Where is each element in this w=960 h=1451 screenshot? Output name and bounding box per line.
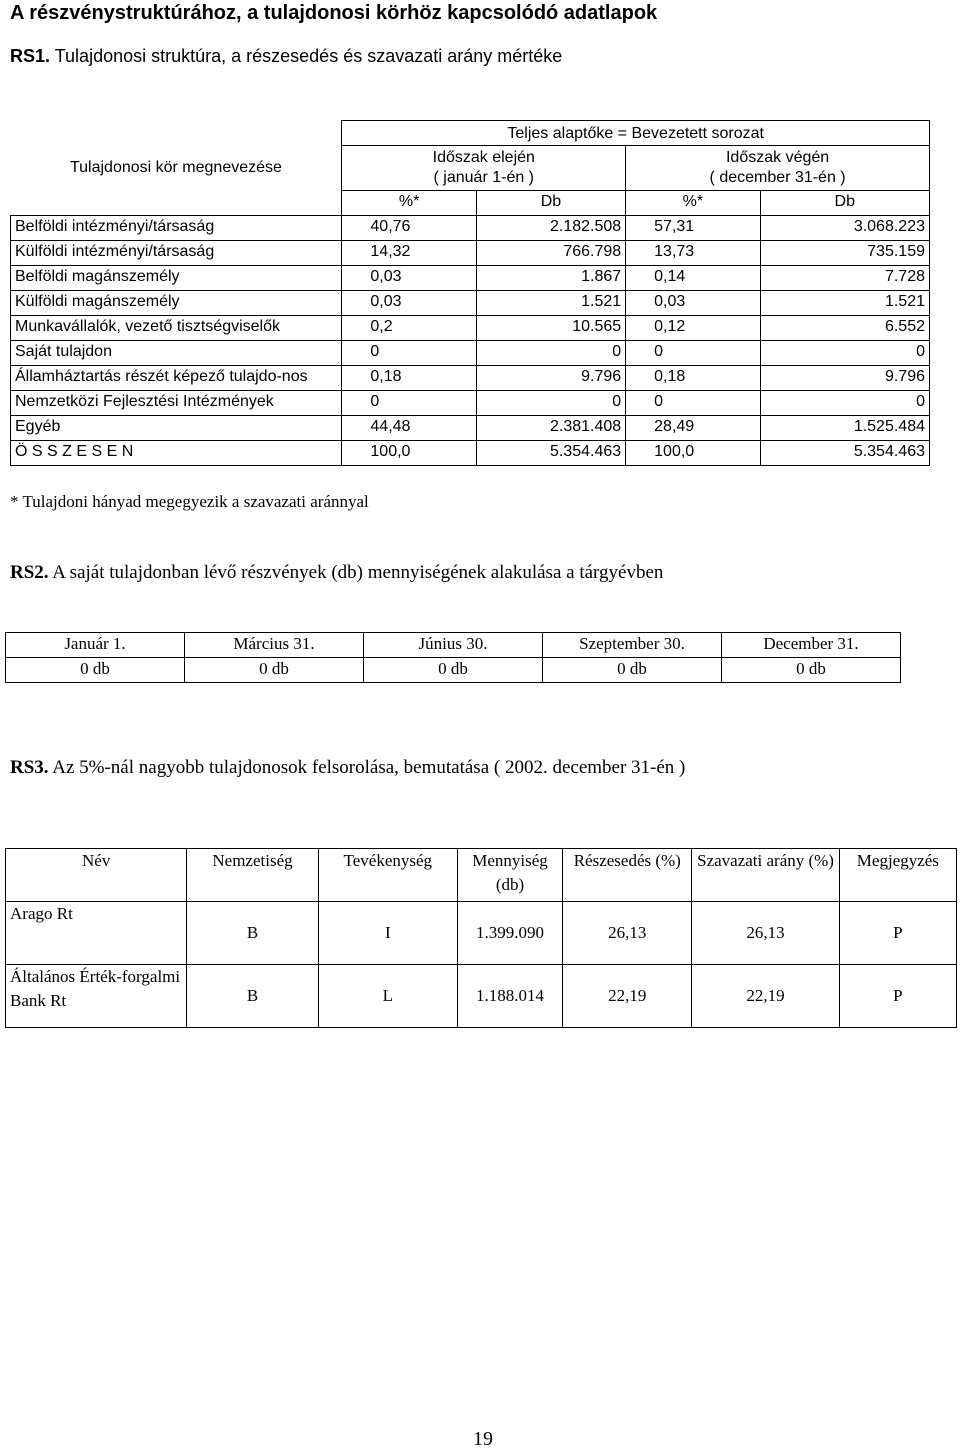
rs1-code: RS1. <box>10 46 51 66</box>
rs3-header-cell: Mennyiség (db) <box>457 849 562 902</box>
share-cell: 26,13 <box>563 902 692 965</box>
owner-name-cell: Külföldi magánszemély <box>11 291 342 316</box>
db-start-cell: 10.565 <box>476 316 625 341</box>
major-owner-row <box>6 902 957 965</box>
rs2-value-cell: 0 db <box>364 658 543 683</box>
pct-start-cell: 40,76 <box>342 216 476 241</box>
major-owner-row <box>6 965 957 1028</box>
pct-header-start: %* <box>342 191 476 216</box>
db-end-cell: 3.068.223 <box>760 216 929 241</box>
rs2-header-cell: Január 1. <box>6 633 185 658</box>
rs2-header-cell: Szeptember 30. <box>543 633 722 658</box>
activity-cell: L <box>318 965 457 1028</box>
pct-end-cell: 100,0 <box>626 441 760 466</box>
vote-cell: 26,13 <box>692 902 839 965</box>
page-number: 19 <box>473 1428 493 1450</box>
rs3-code: RS3. <box>10 757 49 778</box>
pct-start-cell: 0 <box>342 391 476 416</box>
owner-name-cell: Egyéb <box>11 416 342 441</box>
db-header-end: Db <box>760 191 929 216</box>
rs3-title-text: Az 5%-nál nagyobb tulajdonosok felsorolása, bemutatása ( 2002. december 31-én ) <box>52 757 686 778</box>
db-end-cell: 1.525.484 <box>760 416 929 441</box>
ownership-row <box>11 341 930 366</box>
db-start-cell: 2.182.508 <box>476 216 625 241</box>
share-cell: 22,19 <box>563 965 692 1028</box>
rs2-value-cell: 0 db <box>722 658 901 683</box>
pct-end-cell: 0 <box>626 391 760 416</box>
pct-header-end: %* <box>626 191 760 216</box>
rs3-header-cell: Név <box>6 849 187 902</box>
owner-name-cell: Belföldi intézményi/társaság <box>11 216 342 241</box>
rs2-header-row <box>6 633 901 658</box>
note-cell: P <box>839 902 956 965</box>
nationality-cell: B <box>187 965 318 1028</box>
db-end-cell: 9.796 <box>760 366 929 391</box>
owner-name-cell: Általános Érték-forgalmi Bank Rt <box>6 965 187 1028</box>
ownership-row <box>11 266 930 291</box>
db-start-cell: 0 <box>476 341 625 366</box>
pct-start-cell: 0,18 <box>342 366 476 391</box>
rs3-header-cell: Tevékenység <box>318 849 457 902</box>
pct-end-cell: 0,12 <box>626 316 760 341</box>
owner-name-cell: Munkavállalók, vezető tisztségviselők <box>11 316 342 341</box>
rs2-header-cell: December 31. <box>722 633 901 658</box>
rs2-title-text: A saját tulajdonban lévő részvények (db) mennyiségének alakulása a tárgyévben <box>52 562 664 583</box>
pct-end-cell: 28,49 <box>626 416 760 441</box>
ownership-row <box>11 416 930 441</box>
note-cell: P <box>839 965 956 1028</box>
rs3-header-cell: Megjegyzés <box>839 849 956 902</box>
db-start-cell: 9.796 <box>476 366 625 391</box>
pct-end-cell: 0,03 <box>626 291 760 316</box>
db-end-cell: 1.521 <box>760 291 929 316</box>
rs3-header-cell: Nemzetiség <box>187 849 318 902</box>
rs1-section-title <box>10 46 562 67</box>
period-start-sub: ( január 1-én ) <box>433 169 535 186</box>
owner-name-cell: Arago Rt <box>6 902 187 965</box>
db-start-cell: 2.381.408 <box>476 416 625 441</box>
db-start-cell: 1.521 <box>476 291 625 316</box>
ownership-row <box>11 391 930 416</box>
rs1-table-body <box>11 216 930 466</box>
period-start-label: Időszak elején <box>432 149 535 166</box>
quantity-cell: 1.188.014 <box>457 965 562 1028</box>
pct-start-cell: 0 <box>342 341 476 366</box>
pct-start-cell: 0,03 <box>342 266 476 291</box>
nationality-cell: B <box>187 902 318 965</box>
rs2-header-cell: Június 30. <box>364 633 543 658</box>
major-owners-table <box>5 848 957 1028</box>
rs2-value-cell: 0 db <box>185 658 364 683</box>
rs3-header-cell: Szavazati arány (%) <box>692 849 839 902</box>
rs1-title-text: Tulajdonosi struktúra, a részesedés és szavazati arány mértéke <box>54 46 563 66</box>
owner-col-header: Tulajdonosi kör megnevezése <box>11 121 342 216</box>
pct-end-cell: 0 <box>626 341 760 366</box>
pct-end-cell: 57,31 <box>626 216 760 241</box>
pct-end-cell: 0,18 <box>626 366 760 391</box>
pct-end-cell: 0,14 <box>626 266 760 291</box>
rs1-footnote: * Tulajdoni hányad megegyezik a szavazati aránnyal <box>10 492 369 511</box>
db-end-cell: 735.159 <box>760 241 929 266</box>
db-end-cell: 0 <box>760 341 929 366</box>
rs3-section-title <box>10 757 685 779</box>
period-end-sub: ( december 31-én ) <box>709 169 846 186</box>
pct-start-cell: 14,32 <box>342 241 476 266</box>
rs2-value-cell: 0 db <box>6 658 185 683</box>
ownership-row <box>11 366 930 391</box>
pct-start-cell: 100,0 <box>342 441 476 466</box>
quantity-cell: 1.399.090 <box>457 902 562 965</box>
db-end-cell: 6.552 <box>760 316 929 341</box>
rs3-table-body <box>6 902 957 1028</box>
period-start-header <box>342 146 626 191</box>
db-header-start: Db <box>476 191 625 216</box>
ownership-row <box>11 441 930 466</box>
owner-name-cell: Nemzetközi Fejlesztési Intézmények <box>11 391 342 416</box>
series-header: Teljes alaptőke = Bevezetett sorozat <box>342 121 930 146</box>
owner-name-cell: Államháztartás részét képező tulajdo-nos <box>11 366 342 391</box>
db-start-cell: 766.798 <box>476 241 625 266</box>
rs3-header-cell: Részesedés (%) <box>563 849 692 902</box>
rs2-header-cell: Március 31. <box>185 633 364 658</box>
rs2-section-title <box>10 562 663 584</box>
db-end-cell: 5.354.463 <box>760 441 929 466</box>
pct-start-cell: 0,2 <box>342 316 476 341</box>
page-title: A részvénystruktúrához, a tulajdonosi körhöz kapcsolódó adatlapok <box>10 2 658 24</box>
pct-end-cell: 13,73 <box>626 241 760 266</box>
rs2-value-row <box>6 658 901 683</box>
owner-name-cell: Belföldi magánszemély <box>11 266 342 291</box>
period-end-header <box>626 146 930 191</box>
ownership-row <box>11 316 930 341</box>
db-end-cell: 0 <box>760 391 929 416</box>
owner-name-cell: Ö S S Z E S E N <box>11 441 342 466</box>
activity-cell: I <box>318 902 457 965</box>
rs2-value-cell: 0 db <box>543 658 722 683</box>
owner-name-cell: Külföldi intézményi/társaság <box>11 241 342 266</box>
period-end-label: Időszak végén <box>725 149 830 166</box>
pct-start-cell: 44,48 <box>342 416 476 441</box>
ownership-row <box>11 291 930 316</box>
rs2-code: RS2. <box>10 562 49 583</box>
db-start-cell: 1.867 <box>476 266 625 291</box>
ownership-structure-table <box>10 120 930 466</box>
db-start-cell: 0 <box>476 391 625 416</box>
ownership-row <box>11 216 930 241</box>
db-start-cell: 5.354.463 <box>476 441 625 466</box>
pct-start-cell: 0,03 <box>342 291 476 316</box>
rs3-header-row <box>6 849 957 902</box>
ownership-row <box>11 241 930 266</box>
db-end-cell: 7.728 <box>760 266 929 291</box>
vote-cell: 22,19 <box>692 965 839 1028</box>
owner-name-cell: Saját tulajdon <box>11 341 342 366</box>
own-shares-table <box>5 632 901 683</box>
